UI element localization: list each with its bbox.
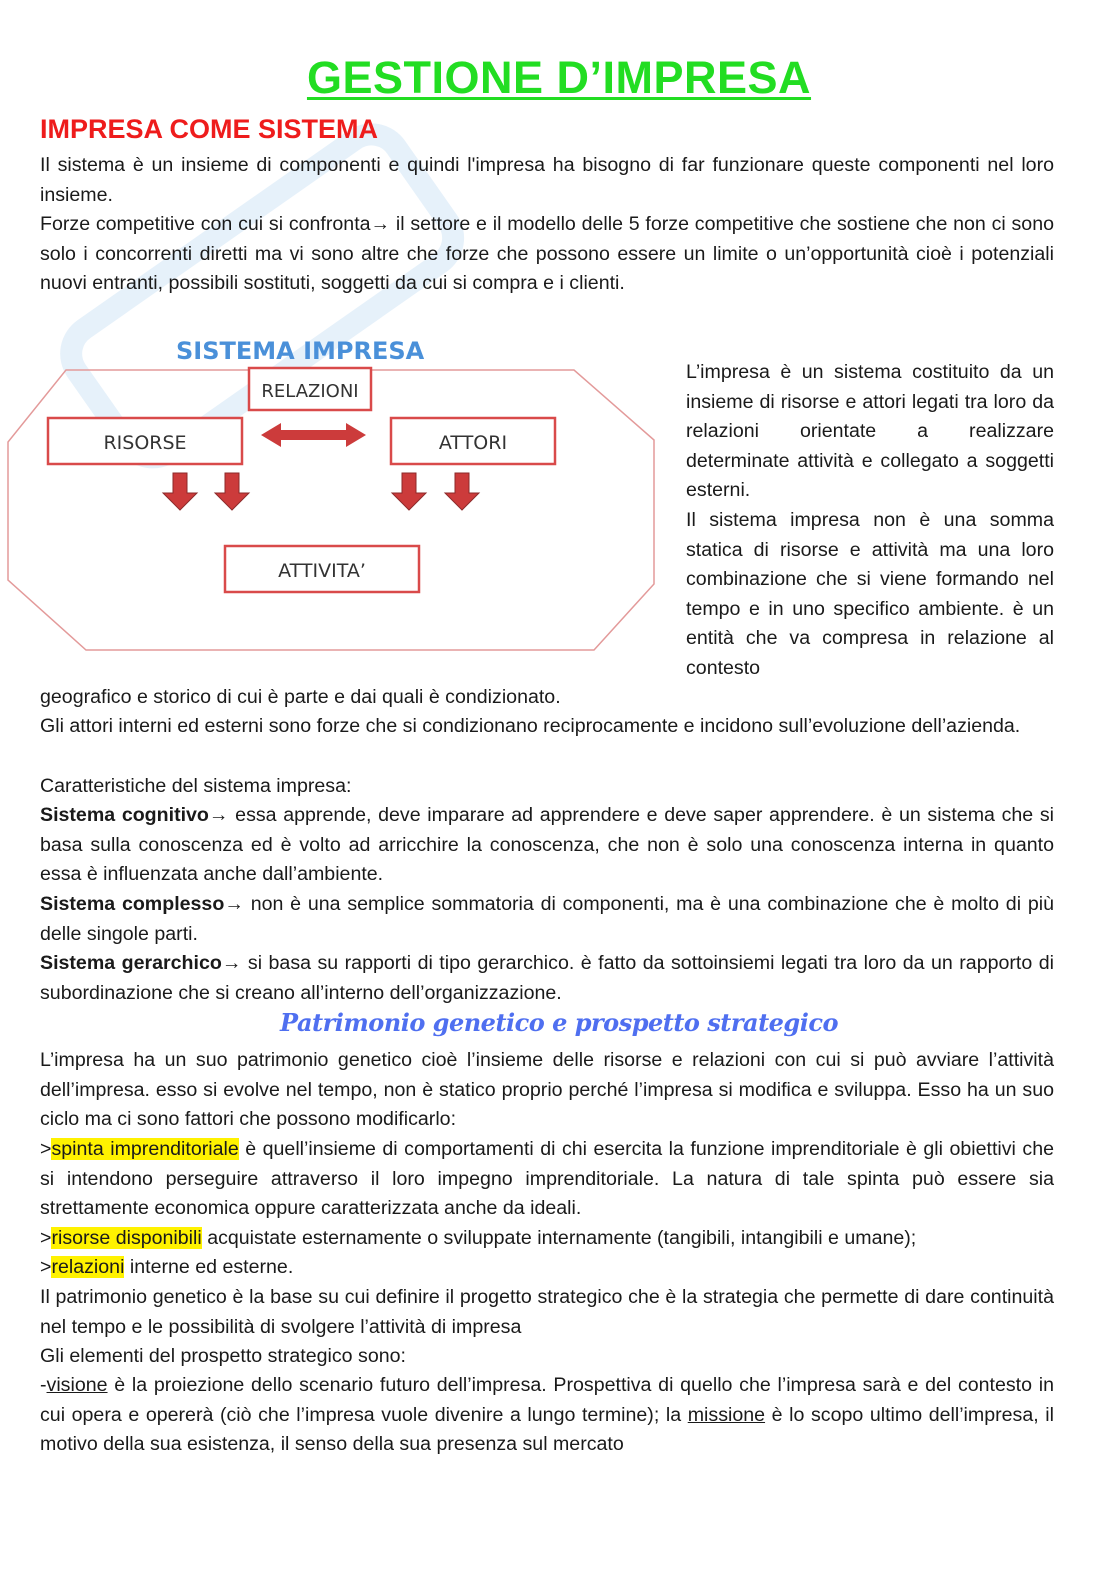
feature-text: → essa apprende, deve imparare ad apprendere e deve saper apprendere. è un sistema che si basa sulla conoscenza ed è volto ad arricchire la conoscenza, che non è solo una conoscenza interna in quanto essa è influenzata anche dall’ambiente.: [40, 804, 1054, 886]
factor-term: relazioni: [51, 1256, 125, 1278]
risorse-label: RISORSE: [103, 432, 187, 454]
feature-complesso: [40, 890, 1054, 949]
elementi-heading: Gli elementi del prospetto strategico sono:: [40, 1345, 406, 1367]
down-arrow-icon: [163, 473, 197, 510]
feature-term: Sistema cognitivo: [40, 804, 209, 826]
feature-gerarchico: [40, 949, 1054, 1008]
factor-relazioni: [40, 1253, 1054, 1283]
diagram-octagon: [8, 370, 654, 650]
down-arrow-icon: [215, 473, 249, 510]
factor-spinta: [40, 1135, 1054, 1224]
attivita-label: ATTIVITA’: [278, 560, 366, 582]
feature-cognitivo: [40, 801, 1054, 890]
attori-paragraph: Gli attori interni ed esterni sono forze che si condizionano reciprocamente e incidono sull’evoluzione dell’azienda.: [40, 715, 1021, 737]
factor-prefix: >: [40, 1227, 52, 1249]
visione-paragraph: [40, 1371, 1054, 1460]
factor-prefix: >: [40, 1256, 52, 1278]
missione-term: missione: [687, 1403, 766, 1426]
intro-paragraph-2: Forze competitive con cui si confronta→ il settore e il modello delle 5 forze competitive che sostiene che non ci sono solo i concorrenti diretti ma vi sono altre che forze che possono essere un limite o un’opportunità cioè i potenziali nuovi entranti, possibili sostituti, soggetti da cui si compra e i clienti.: [40, 213, 1054, 295]
continuation-line: geografico e storico di cui è parte e dai quali è condizionato.: [40, 686, 561, 708]
attori-label: ATTORI: [438, 432, 508, 454]
missione-text: è lo scopo ultimo dell’impresa, il motivo della sua esistenza, il senso della sua presenza sul mercato: [40, 1403, 1054, 1456]
side-paragraph-1: L’impresa è un sistema costituito da un insieme di risorse e attori legati tra loro da relazioni orientate a realizzare determinate attività e collegato a soggetti esterni.: [686, 361, 1054, 502]
factor-term: risorse disponibili: [51, 1227, 202, 1249]
factor-risorse: [40, 1224, 1054, 1254]
double-arrow-icon: [261, 423, 366, 447]
feature-term: Sistema gerarchico: [40, 952, 222, 974]
factor-text: è quell’insieme di comportamenti di chi esercita la funzione imprenditoriale è gli obiettivi che si intendono perseguire attraverso il loro impegno imprenditoriale. La natura di tale spinta può essere sia strettamente economica oppure caratterizzata anche da ideali.: [40, 1138, 1054, 1220]
section-heading: IMPRESA COME SISTEMA: [40, 114, 379, 144]
caratteristiche-heading: Caratteristiche del sistema impresa:: [40, 775, 352, 797]
patrimonio-base: Il patrimonio genetico è la base su cui definire il progetto strategico che è la strategia che permette di dare continuità nel tempo e le possibilità di svolgere l’attività di impresa: [40, 1286, 1054, 1338]
sistema-impresa-diagram: [6, 332, 666, 654]
visione-term: visione: [46, 1374, 108, 1396]
factor-term: spinta imprenditoriale: [51, 1138, 239, 1160]
subheading: Patrimonio genetico e prospetto strategico: [280, 1008, 838, 1037]
visione-text: è la proiezione dello scenario futuro dell’impresa. Prospettiva di quello che l’impresa sarà e del contesto in cui opera e opererà (ciò che l’impresa vuole divenire a lungo termine); la: [40, 1374, 1054, 1426]
feature-text: → non è una semplice sommatoria di componenti, ma è una combinazione che è molto di più delle singole parti.: [40, 893, 1054, 945]
side-paragraph-2: Il sistema impresa non è una somma statica di risorse e attività ma una loro combinazione che si viene formando nel tempo e in uno specifico ambiente. è un entità che va compresa in relazione al contesto: [686, 509, 1054, 679]
intro-paragraph-1: Il sistema è un insieme di componenti e quindi l'impresa ha bisogno di far funzionare queste componenti nel loro insieme.: [40, 154, 1054, 206]
visione-prefix: -: [40, 1374, 47, 1396]
page-title: GESTIONE D’IMPRESA: [306, 52, 812, 103]
diagram-title: SISTEMA IMPRESA: [176, 337, 425, 365]
factor-text: acquistate esternamente o sviluppate internamente (tangibili, intangibili e umane);: [201, 1227, 917, 1249]
patrimonio-intro: L’impresa ha un suo patrimonio genetico cioè l’insieme delle risorse e relazioni con cui si può avviare l’attività dell’impresa. esso si evolve nel tempo, non è statico proprio perché l’impresa si modifica e sviluppa. Esso ha un suo ciclo ma ci sono fattori che possono modificarlo:: [40, 1049, 1054, 1131]
feature-term: Sistema complesso: [40, 893, 225, 915]
factor-text: interne ed esterne.: [124, 1256, 294, 1278]
down-arrow-icon: [445, 473, 479, 510]
down-arrow-icon: [392, 473, 426, 510]
feature-text: → si basa su rapporti di tipo gerarchico. è fatto da sottoinsiemi legati tra loro da un rapporto di subordinazione che si creano all’interno dell’organizzazione.: [40, 952, 1054, 1004]
factor-prefix: >: [40, 1138, 52, 1160]
relazioni-label: RELAZIONI: [261, 381, 359, 402]
